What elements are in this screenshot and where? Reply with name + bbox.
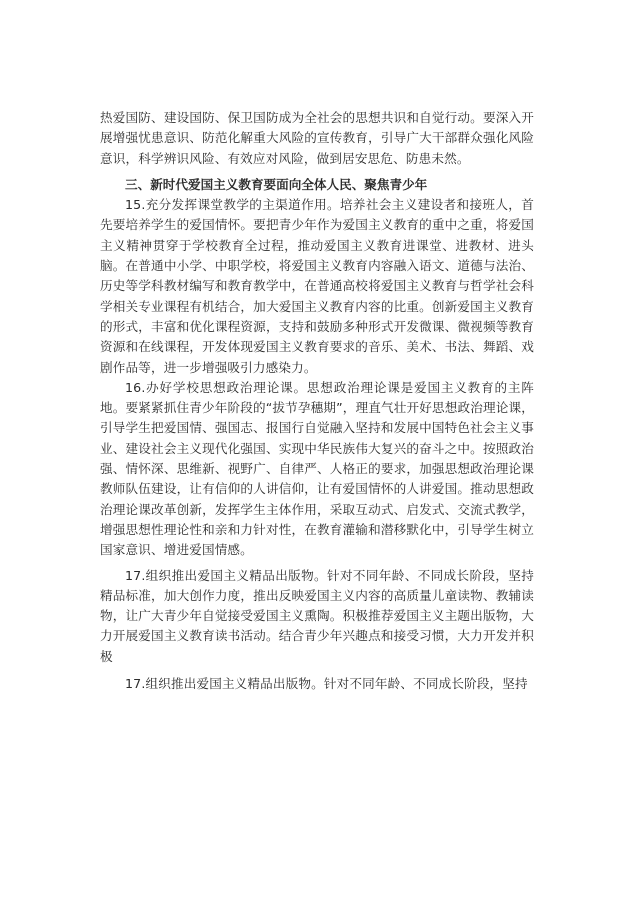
section-heading-3: 三、新时代爱国主义教育要面向全体人民、聚焦青少年 (125, 176, 428, 192)
paragraph-17-publications-repeat: 17.组织推出爱国主义精品出版物。针对不同年龄、不同成长阶段，坚持 (125, 676, 528, 692)
document-page (100, 108, 534, 694)
paragraph-national-defense: 热爱国防、建设国防、保卫国防成为全社会的思想共识和自觉行动。要深入开展增强忧患意识、防范化解重大风险的宣传教育，引导广大干部群众强化风险意识，科学辨识风险、有效应对风险，做到居安思危、防患未然。 (100, 110, 534, 166)
paragraph-16-political-theory: 16.办好学校思想政治理论课。思想政治理论课是爱国主义教育的主阵地。要紧紧抓住青少年阶段的“拔节孕穗期”，理直气壮开好思想政治理论课，引导学生把爱国情、强国志、报国行自觉融入坚持和发展中国特色社会主义事业、建设社会主义现代化强国、实现中华民族伟大复兴的奋斗之中。按照政治强、情怀深、思维新、视野广、自律严、人格正的要求，加强思想政治理论课教师队伍建设，让有信仰的人讲信仰，让有爱国情怀的人讲爱国。推动思想政治理论课改革创新，发挥学生主体作用，采取互动式、启发式、交流式教学，增强思想性理论性和亲和力针对性，在教育灌输和潜移默化中，引导学生树立国家意识、增进爱国情感。 (100, 379, 534, 558)
paragraph-15-classroom: 15.充分发挥课堂教学的主渠道作用。培养社会主义建设者和接班人，首先要培养学生的爱国情怀。要把青少年作为爱国主义教育的重中之重，将爱国主义精神贯穿于学校教育全过程，推动爱国主义教育进课堂、进教材、进头脑。在普通中小学、中职学校，将爱国主义教育内容融入语文、道德与法治、历史等学科教材编写和教育教学中，在普通高校将爱国主义教育与哲学社会科学相关专业课程有机结合，加大爱国主义教育内容的比重。创新爱国主义教育的形式，丰富和优化课程资源，支持和鼓励多种形式开发微课、微视频等教育资源和在线课程，开发体现爱国主义教育要求的音乐、美术、书法、舞蹈、戏剧作品等，进一步增强吸引力感染力。 (100, 197, 534, 375)
paragraph-17-publications: 17.组织推出爱国主义精品出版物。针对不同年龄、不同成长阶段，坚持精品标准，加大创作力度，推出反映爱国主义内容的高质量儿童读物、教辅读物，让广大青少年自觉接受爱国主义熏陶。积极推荐爱国主义主题出版物，大力开展爱国主义教育读书活动。结合青少年兴趣点和接受习惯，大力开发并积极 (100, 567, 534, 664)
